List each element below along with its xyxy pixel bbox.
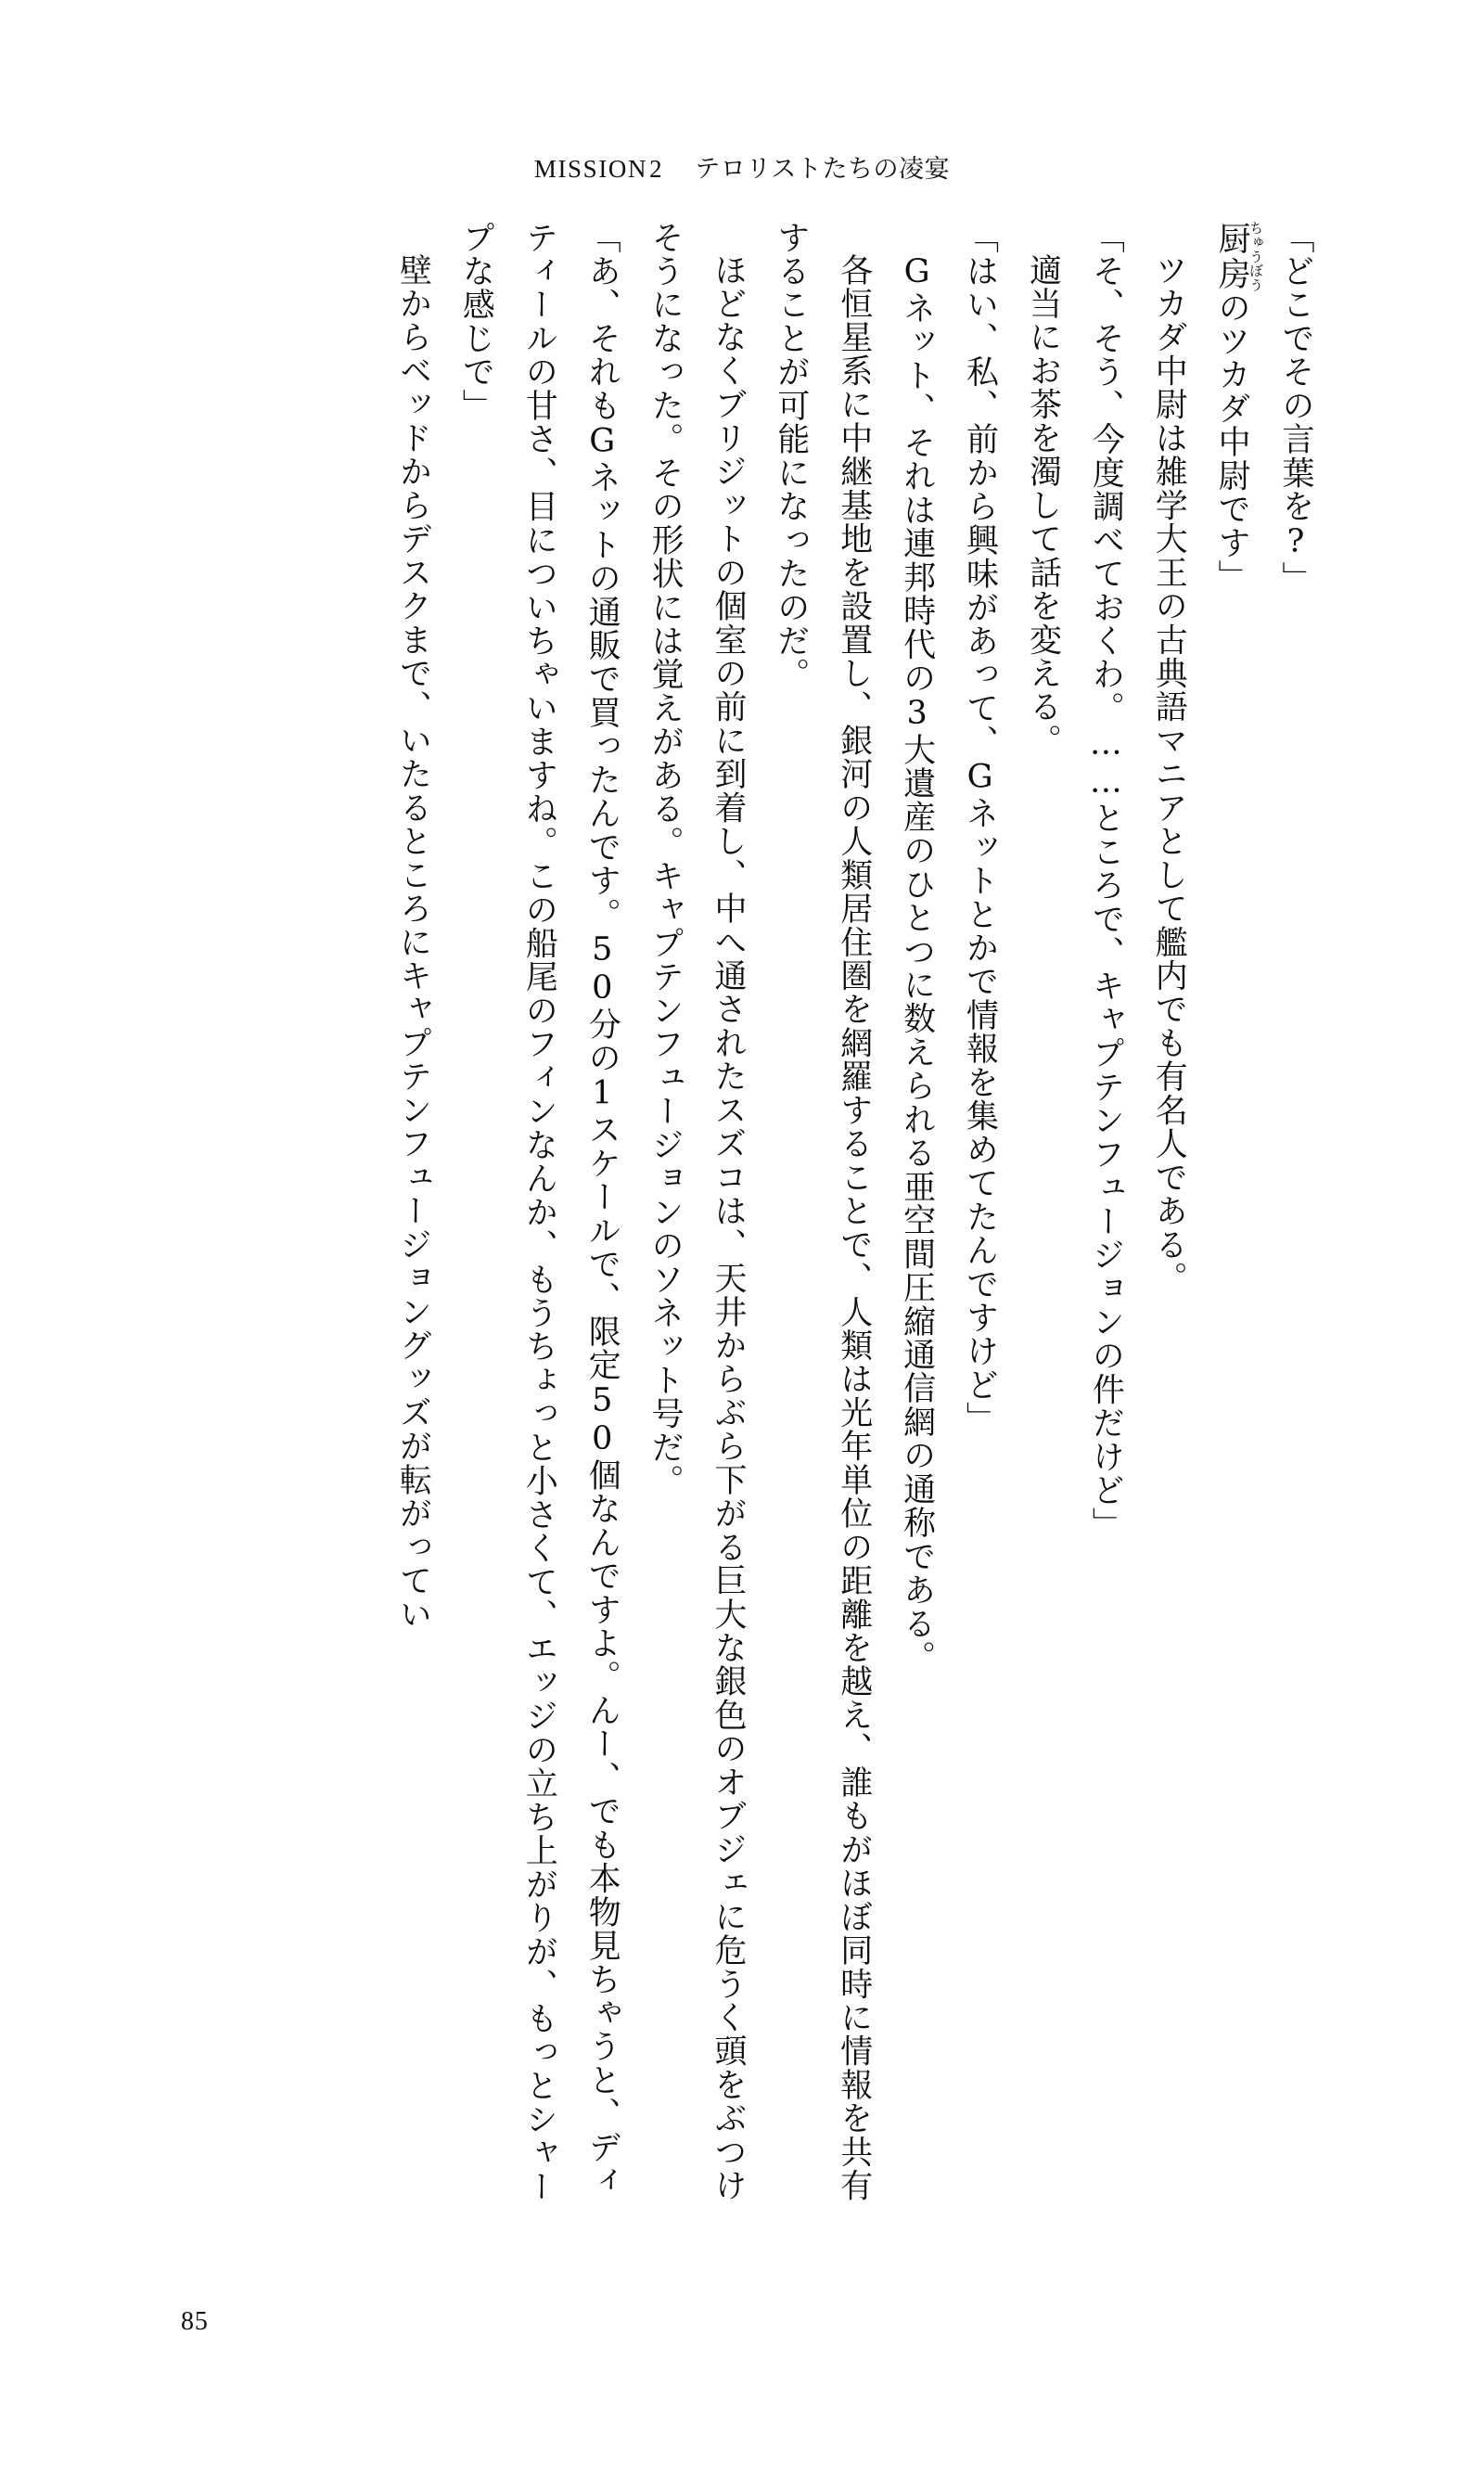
page-body-text <box>172 221 1326 2220</box>
paragraph-11: 壁からベッドからデスクまで、いたるところにキャプテンフュージョングッズが転がってい <box>394 253 432 1632</box>
header-mission-label: MISSION <box>533 155 648 183</box>
ruby-chuubou: 厨房ちゅうぼう <box>1213 221 1265 292</box>
paragraph-5: 適当にお茶を濁して話を変える。 <box>1024 253 1062 758</box>
paragraph-7: Gネット、それは連邦時代の3大遺産のひとつに数えられる亜空間圧縮通信網の通称である。 <box>898 253 936 1674</box>
header-mission-number: 2 <box>649 155 664 183</box>
paragraph-9: ほどなくブリジットの個室の前に到着し、中へ通されたスズコは、天井からぶら下がる巨大な銀色のオブジェに危うく頭をぶつけそうになった。その形状には覚えがある。キャプテンフュージョンのソネット号だ。 <box>646 221 747 2203</box>
paragraph-2-rest: のツカダ中尉です」 <box>1213 290 1251 594</box>
running-header <box>0 148 1484 185</box>
paragraph-8: 各恒星系に中継基地を設置し、銀河の人類居住圏を網羅することで、人類は光年単位の距離を越え、誰もがほぼ同時に情報を共有することが可能になったのだ。 <box>772 221 873 2203</box>
paragraph-1: 「どこでその言葉を?」 <box>1277 221 1314 596</box>
ruby-reading: ちゅうぼう <box>1247 221 1265 292</box>
header-chapter-title: テロリストたちの凌宴 <box>695 155 951 184</box>
paragraph-10: 「あ、それもGネットの通販で買ったんです。50分の1スケールで、限定50個なんですよ。んー、でも本物見ちゃうと、ディティールの甘さ、目についちゃいますね。この船尾のフィンなんか、もうちょっと小さくて、エッジの立ち上がりが、もっとシャープな感じで」 <box>457 221 621 2204</box>
paragraph-3: ツカダ中尉は雑学大王の古典語マニアとして艦内でも有名人である。 <box>1150 253 1188 1295</box>
paragraph-6: 「はい、私、前から興味があって、Gネットとかで情報を集めてたんですけど」 <box>961 221 999 1436</box>
paragraph-4: 「そ、そう、今度調べておくわ。……ところで、キャプテンフュージョンの件だけど」 <box>1087 221 1125 1541</box>
paragraph-2 <box>1199 221 1263 2220</box>
page-number: 85 <box>181 2307 209 2336</box>
